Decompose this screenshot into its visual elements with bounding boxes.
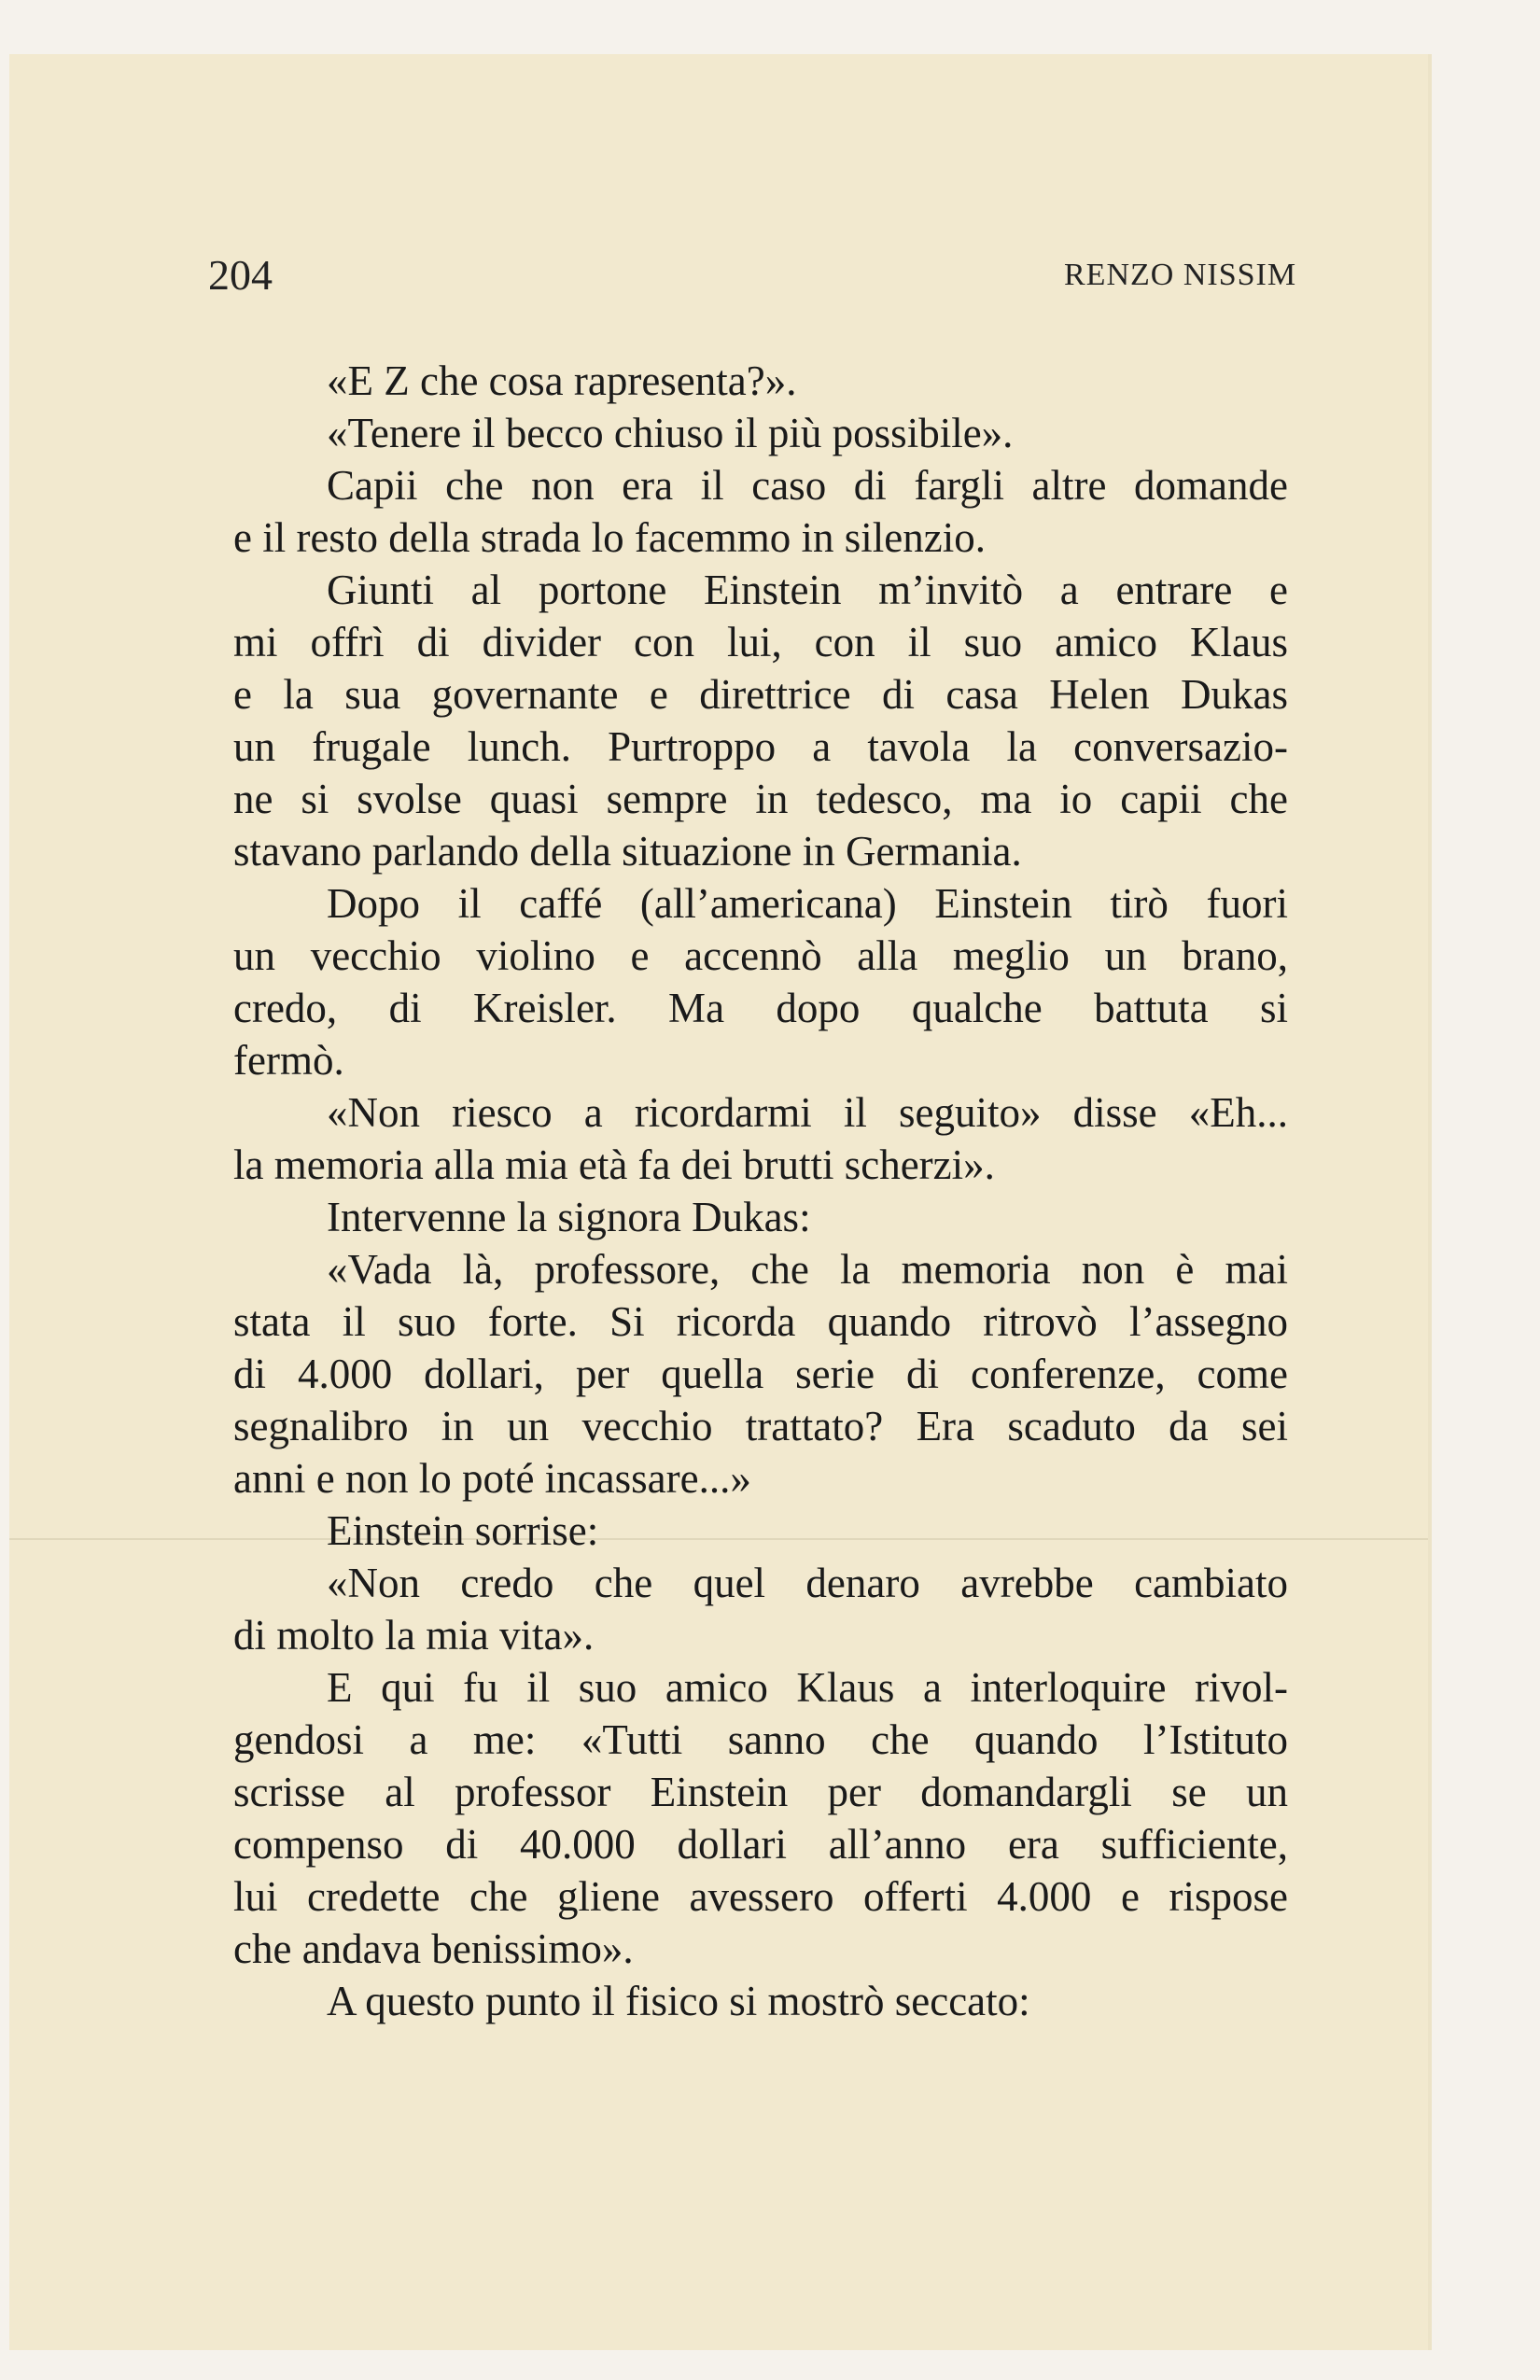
text-line: «Vada là, professore, che la memoria non è mai xyxy=(327,1246,1288,1293)
text-line: «Non riesco a ricordarmi il seguito» disse «Eh... xyxy=(327,1089,1288,1136)
text-line: E qui fu il suo amico Klaus a interloquire rivol- xyxy=(327,1664,1288,1711)
text-line: Giunti al portone Einstein m’invitò a entrare e xyxy=(327,567,1288,613)
text-line: un frugale lunch. Purtroppo a tavola la conversazio- xyxy=(233,723,1288,770)
text-line: e il resto della strada lo facemmo in silenzio. xyxy=(233,514,986,561)
text-line: mi offrì di divider con lui, con il suo amico Klaus xyxy=(233,619,1288,665)
text-line: «Tenere il becco chiuso il più possibile». xyxy=(327,410,1014,456)
text-line: Capii che non era il caso di fargli altre domande xyxy=(327,462,1288,509)
text-line: compenso di 40.000 dollari all’anno era sufficiente, xyxy=(233,1821,1288,1868)
text-line: ne si svolse quasi sempre in tedesco, ma io capii che xyxy=(233,776,1288,822)
text-line: stata il suo forte. Si ricorda quando ritrovò l’assegno xyxy=(233,1298,1288,1345)
text-line: che andava benissimo». xyxy=(233,1925,634,1972)
body-text xyxy=(233,355,1288,2027)
text-line: anni e non lo poté incassare...» xyxy=(233,1455,751,1502)
text-line: scrisse al professor Einstein per domandargli se un xyxy=(233,1769,1288,1815)
text-line: «Non credo che quel denaro avrebbe cambiato xyxy=(327,1560,1288,1606)
running-head-author: RENZO NISSIM xyxy=(1064,258,1297,292)
text-line: fermò. xyxy=(233,1037,344,1084)
text-line: Einstein sorrise: xyxy=(327,1507,599,1554)
page-number: 204 xyxy=(208,251,273,299)
text-line: un vecchio violino e accennò alla meglio un brano, xyxy=(233,932,1288,979)
text-line: di molto la mia vita». xyxy=(233,1612,595,1659)
text-line: «E Z che cosa rapresenta?». xyxy=(327,357,797,404)
text-line: A questo punto il fisico si mostrò seccato: xyxy=(327,1978,1030,2024)
text-line: Dopo il caffé (all’americana) Einstein tirò fuori xyxy=(327,880,1288,927)
text-line: segnalibro in un vecchio trattato? Era scaduto da sei xyxy=(233,1403,1288,1449)
text-line: lui credette che gliene avessero offerti 4.000 e rispose xyxy=(233,1873,1288,1920)
text-line: gendosi a me: «Tutti sanno che quando l’Istituto xyxy=(233,1716,1288,1763)
text-line: la memoria alla mia età fa dei brutti scherzi». xyxy=(233,1141,995,1188)
text-line: e la sua governante e direttrice di casa Helen Dukas xyxy=(233,671,1288,718)
text-line: credo, di Kreisler. Ma dopo qualche battuta si xyxy=(233,985,1288,1031)
text-line: Intervenne la signora Dukas: xyxy=(327,1194,811,1240)
text-line: stavano parlando della situazione in Germania. xyxy=(233,828,1022,875)
text-line: di 4.000 dollari, per quella serie di conferenze, come xyxy=(233,1351,1288,1397)
